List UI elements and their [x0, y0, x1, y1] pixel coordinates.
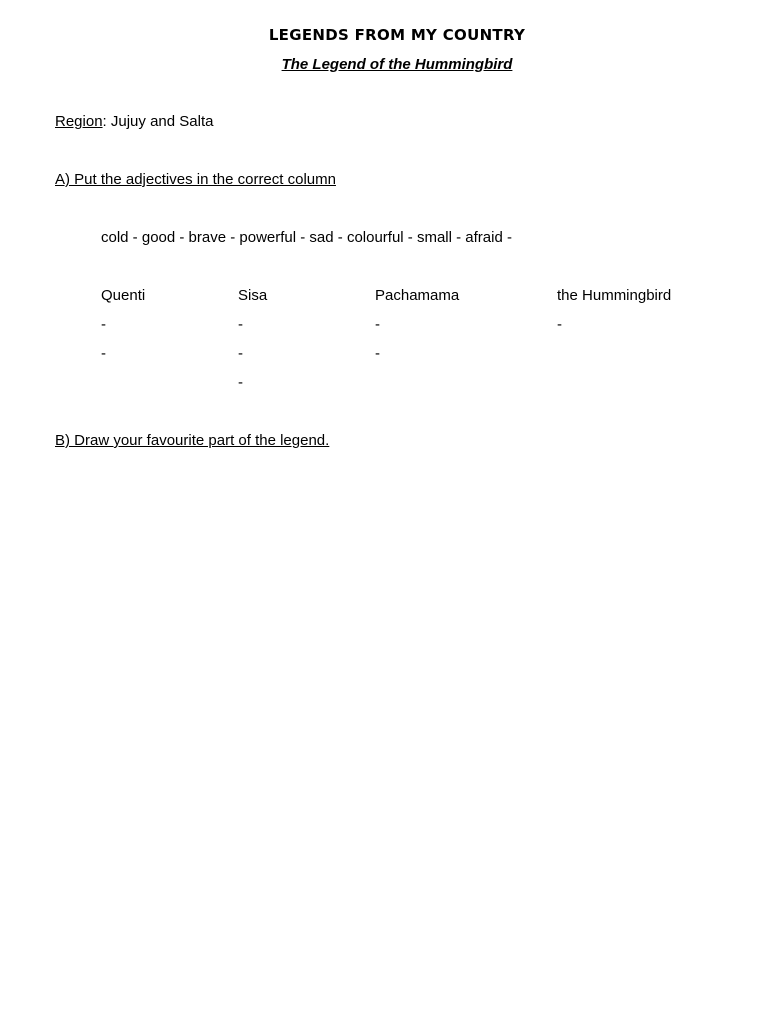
- column-header: Pachamama: [375, 287, 460, 304]
- column-blank: -: [375, 345, 380, 362]
- section-b-instruction: B) Draw your favourite part of the legend.: [55, 432, 330, 449]
- column-hummingbird: [557, 287, 671, 345]
- section-a-instruction: A) Put the adjectives in the correct column: [55, 171, 336, 188]
- document-title: LEGENDS FROM MY COUNTRY: [268, 26, 526, 44]
- column-blank: -: [238, 374, 243, 391]
- column-blank: -: [375, 316, 380, 333]
- region-line: [55, 113, 213, 130]
- column-header: Sisa: [238, 287, 268, 304]
- column-quenti: [101, 287, 145, 374]
- column-blank: -: [101, 316, 106, 333]
- region-value: Jujuy and Salta: [106, 113, 214, 130]
- column-sisa: [238, 287, 267, 403]
- column-blank: -: [238, 316, 243, 333]
- column-blank: -: [557, 316, 562, 333]
- column-header: the Hummingbird: [557, 287, 672, 304]
- adjective-word-bank: cold - good - brave - powerful - sad - colourful - small - afraid -: [101, 229, 512, 246]
- column-blank: -: [101, 345, 106, 362]
- region-label: Region: [55, 113, 103, 130]
- column-header: Quenti: [101, 287, 146, 304]
- document-subtitle: The Legend of the Hummingbird: [281, 56, 513, 73]
- column-pachamama: [375, 287, 459, 374]
- column-blank: -: [238, 345, 243, 362]
- region-separator: :: [102, 113, 107, 130]
